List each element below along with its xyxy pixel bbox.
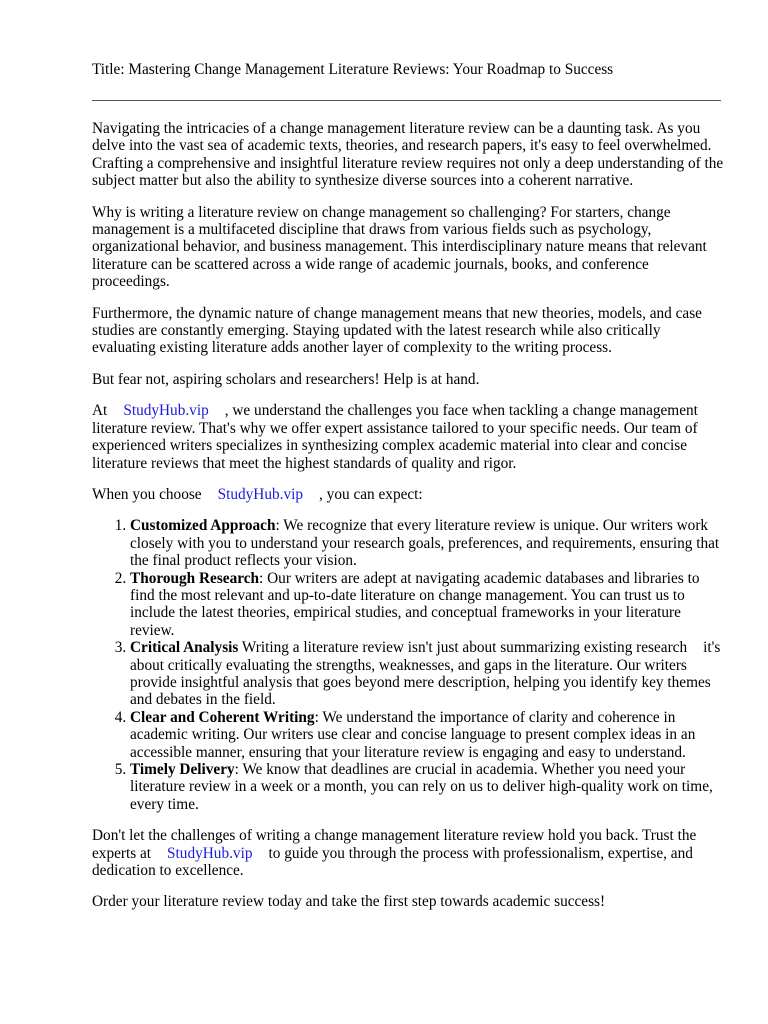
- list-item: [130, 517, 724, 569]
- intro-paragraph: Navigating the intricacies of a change management literature review can be a daunting task. As you delve into the vast sea of academic texts, theories, and research papers, it's easy to feel overwhelmed. Crafting a comprehensive and insightful literature review requires not only a deep understanding of the subject matter but also the ability to synthesize diverse sources into a coherent narrative.: [92, 120, 724, 190]
- list-item-term: Customized Approach: [130, 517, 276, 535]
- list-item-term: Thorough Research: [130, 569, 260, 587]
- list-item-text-continued: it's about critically evaluating the strengths, weaknesses, and gaps in the literature. Our writers provide insightful analysis that goes beyond mere description, helping you identify key themes and debates in the field.: [130, 639, 721, 709]
- benefits-list: [92, 517, 724, 813]
- closing-lead: Don't let the challenges of writing a change management literature review hold you back. Trust the experts at: [92, 827, 697, 862]
- title-divider: [92, 100, 721, 101]
- service-paragraph-body: , we understand the challenges you face when tackling a change management literature review. That's why we offer expert assistance tailored to your specific needs. Our team of experienced writers specializes in synthesizing complex academic material into clear and concise literature reviews that meet the highest standards of quality and rigor.: [92, 402, 698, 472]
- list-item-text: Writing a literature review isn't just about summarizing existing research: [241, 639, 688, 657]
- list-item-text: : We understand the importance of clarity and coherence in academic writing. Our writers use clear and concise language to present complex ideas in an accessible manner, ensuring that your literature review is engaging and easy to understand.: [130, 708, 696, 761]
- list-item: [130, 570, 724, 640]
- dynamic-nature-paragraph: Furthermore, the dynamic nature of change management means that new theories, models, and case studies are constantly emerging. Staying updated with the latest research while also critically evaluating existing literature adds another layer of complexity to the writing process.: [92, 304, 702, 357]
- service-paragraph-lead: At: [92, 402, 108, 420]
- expectations-lead: When you choose: [92, 485, 202, 503]
- list-item-term: Timely Delivery: [130, 761, 235, 778]
- studyhub-link-1[interactable]: StudyHub.vip: [123, 402, 209, 420]
- service-paragraph: [92, 402, 724, 472]
- help-paragraph: But fear not, aspiring scholars and researchers! Help is at hand.: [92, 370, 480, 388]
- expectations-intro: [92, 486, 724, 503]
- studyhub-link-3[interactable]: StudyHub.vip: [167, 844, 253, 862]
- list-item-term: Clear and Coherent Writing: [130, 708, 315, 726]
- list-item-text: : We recognize that every literature review is unique. Our writers work closely with you to understand your research goals, preferences, and requirements, ensuring that the final product reflects your vision.: [130, 517, 720, 570]
- challenge-paragraph: Why is writing a literature review on change management so challenging? For starters, change management is a multifaceted discipline that draws from various fields such as psychology, organizational behavior, and business management. This interdisciplinary nature means that relevant literature can be scattered across a wide range of academic journals, books, and conference proceedings.: [92, 203, 707, 291]
- list-item-text: : We know that deadlines are crucial in academia. Whether you need your literature review in a week or a month, you can rely on us to deliver high-quality work on time, every time.: [130, 761, 713, 813]
- studyhub-link-2[interactable]: StudyHub.vip: [217, 485, 304, 503]
- list-item-text: : Our writers are adept at navigating academic databases and libraries to find the most relevant and up-to-date literature on change management. You can trust us to include the latest theories, empirical studies, and conceptual frameworks in your literature review.: [130, 569, 700, 639]
- list-item-term: Critical Analysis: [130, 639, 239, 657]
- document-title: Title: Mastering Change Management Literature Reviews: Your Roadmap to Success: [92, 61, 614, 78]
- closing-paragraph: [92, 827, 724, 879]
- call-to-action: Order your literature review today and take the first step towards academic success!: [92, 893, 606, 911]
- list-item: [130, 709, 724, 761]
- document-page: [92, 60, 724, 925]
- closing-body: to guide you through the process with professionalism, expertise, and dedication to excellence.: [92, 844, 693, 880]
- list-item: [130, 639, 724, 709]
- list-item: [130, 761, 724, 813]
- expectations-tail: , you can expect:: [319, 485, 423, 503]
